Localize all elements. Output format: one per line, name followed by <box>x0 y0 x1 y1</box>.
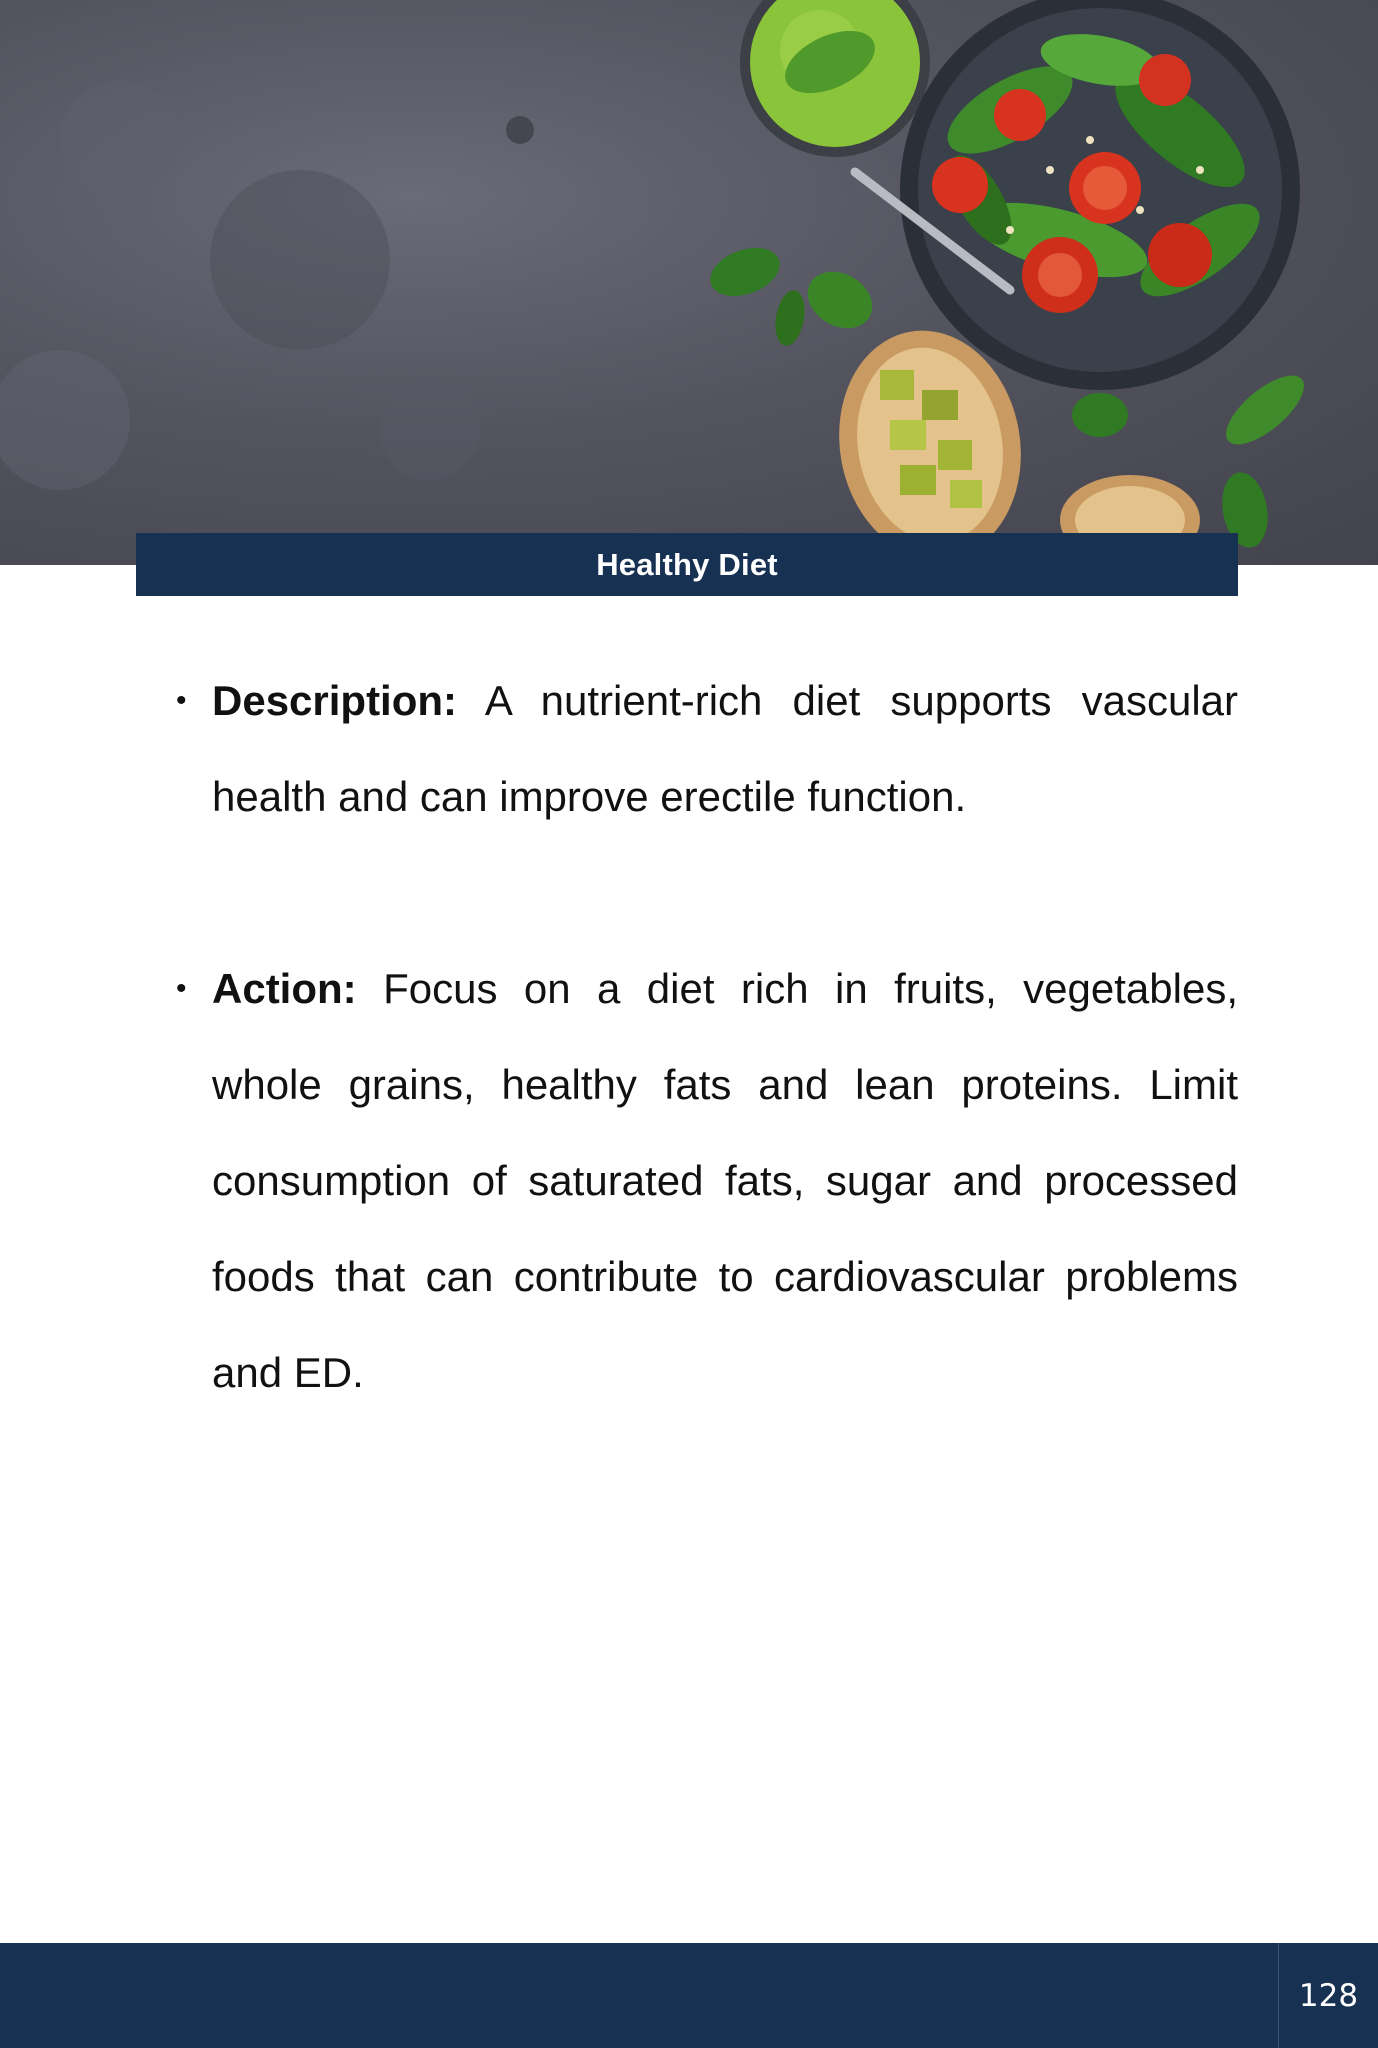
bullet-description <box>176 653 1238 845</box>
section-title: Healthy Diet <box>596 546 778 582</box>
bullet-action <box>176 941 1239 1421</box>
section-title-bar <box>136 533 1238 596</box>
bullet-term: Description: <box>212 677 458 724</box>
bullet-text: Focus on a diet rich in fruits, vegetables, whole grains, healthy fats and lean proteins. Limit consumption of saturated fats, sugar and processed foods that can contribute to cardiovascular problems and ED. <box>212 965 1239 1396</box>
bullet-text: A nutrient-rich diet supports vascular health and can improve erectile function. <box>212 677 1238 820</box>
hero-photo <box>0 0 1378 565</box>
salad-illustration <box>0 0 1378 565</box>
page-number: 128 <box>1298 1977 1359 2014</box>
page-number-box <box>1278 1943 1378 2048</box>
bullet-term: Action: <box>212 965 357 1012</box>
content-area <box>176 653 1239 1421</box>
bullet-dot-icon: • <box>176 972 187 1005</box>
pesto-bowl <box>740 0 930 157</box>
footer-bar <box>0 1943 1378 2048</box>
bullet-dot-icon: • <box>176 684 187 717</box>
